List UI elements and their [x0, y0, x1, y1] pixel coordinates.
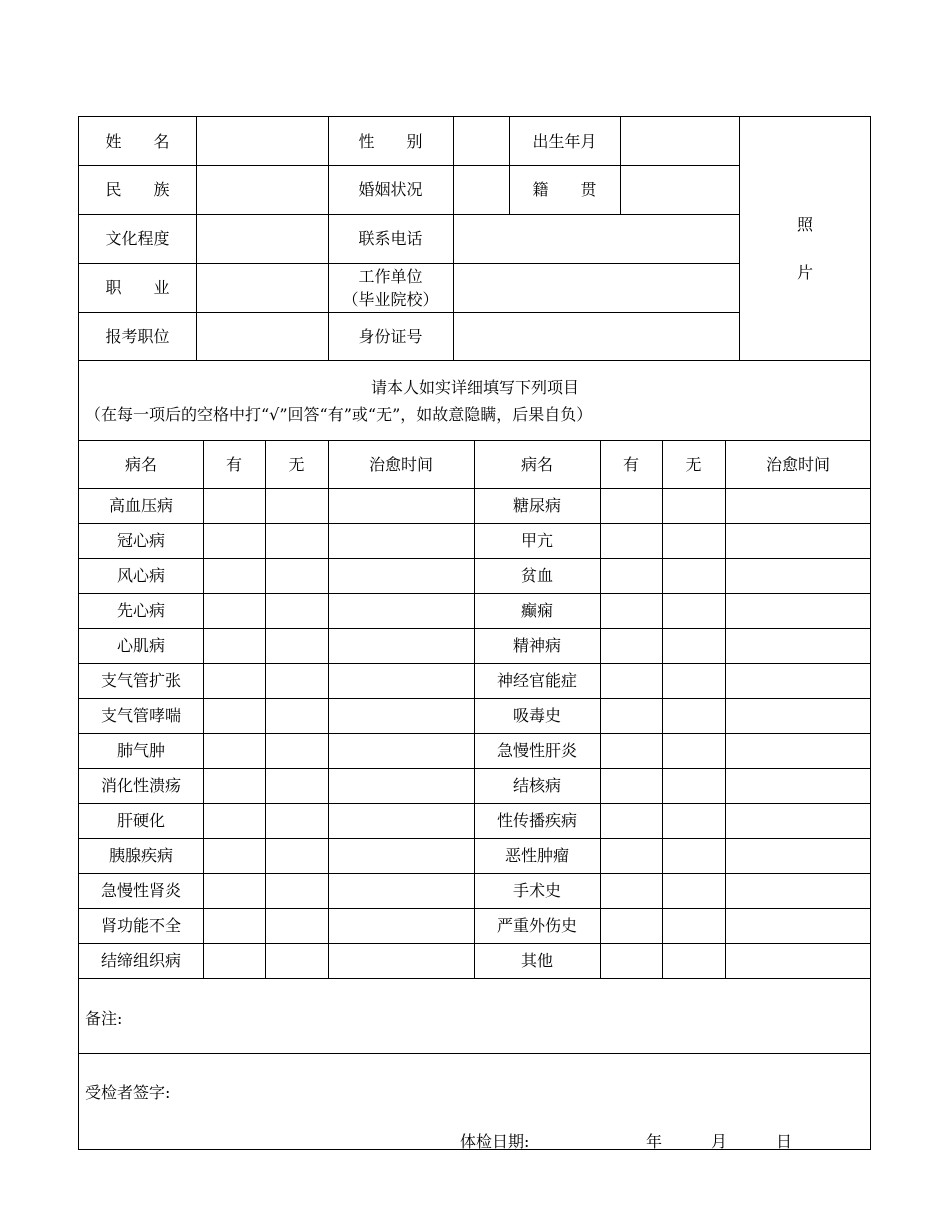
cure-time-field[interactable] [726, 664, 870, 697]
has-checkbox-cell[interactable] [601, 804, 661, 837]
has-checkbox-cell[interactable] [204, 489, 264, 522]
ethnicity-field[interactable] [197, 166, 327, 213]
none-checkbox-cell[interactable] [663, 524, 724, 557]
has-checkbox-cell[interactable] [601, 699, 661, 732]
none-checkbox-cell[interactable] [266, 944, 327, 977]
phone-label: 联系电话 [358, 229, 423, 248]
has-checkbox-cell[interactable] [601, 664, 661, 697]
has-checkbox-cell[interactable] [204, 874, 264, 907]
has-checkbox-cell[interactable] [204, 804, 264, 837]
instruction-line-1: 请本人如实详细填写下列项目 [370, 377, 579, 397]
gender-label: 性 别 [358, 131, 423, 151]
exam-day-field[interactable] [732, 1127, 774, 1153]
phone-field[interactable] [454, 215, 738, 262]
disease-name: 性传播疾病 [496, 811, 577, 830]
cure-time-field[interactable] [726, 524, 870, 557]
none-checkbox-cell[interactable] [266, 769, 327, 802]
none-checkbox-cell[interactable] [266, 489, 327, 522]
cure-time-field[interactable] [726, 839, 870, 872]
cure-time-field[interactable] [329, 804, 473, 837]
has-checkbox-cell[interactable] [601, 909, 661, 942]
disease-name: 先心病 [116, 601, 165, 620]
cure-time-field[interactable] [329, 944, 473, 977]
none-checkbox-cell[interactable] [663, 839, 724, 872]
disease-name: 急慢性肾炎 [100, 881, 181, 900]
none-checkbox-cell[interactable] [266, 909, 327, 942]
has-checkbox-cell[interactable] [601, 944, 661, 977]
disease-name: 其他 [520, 951, 553, 970]
has-checkbox-cell[interactable] [601, 524, 661, 557]
has-checkbox-cell[interactable] [204, 839, 264, 872]
remarks-label: 备注: [85, 1009, 123, 1028]
none-checkbox-cell[interactable] [266, 629, 327, 662]
none-header: 无 [685, 454, 702, 474]
disease-name: 严重外伤史 [496, 916, 577, 935]
occupation-label: 职 业 [105, 278, 170, 297]
id-number-label: 身份证号 [358, 326, 423, 346]
instruction-line-2: （在每一项后的空格中打“√”回答“有”或“无”，如故意隐瞒，后果自负） [85, 405, 593, 424]
health-declaration-form [78, 116, 871, 1150]
has-checkbox-cell[interactable] [204, 524, 264, 557]
has-checkbox-cell[interactable] [204, 909, 264, 942]
native-place-label: 籍 贯 [532, 180, 597, 199]
employer-label [328, 263, 453, 312]
disease-name: 冠心病 [116, 531, 165, 550]
cure-time-field[interactable] [329, 874, 473, 907]
cure-time-field[interactable] [329, 489, 473, 522]
gender-field[interactable] [454, 118, 508, 164]
remarks-field[interactable] [139, 987, 864, 1047]
exam-date-label: 体检日期: [460, 1132, 530, 1151]
cure-time-field[interactable] [329, 699, 473, 732]
cure-time-field[interactable] [726, 769, 870, 802]
disease-name: 心肌病 [116, 636, 165, 655]
disease-name: 支气管哮喘 [100, 706, 181, 725]
none-header: 无 [288, 454, 305, 474]
cure-time-field[interactable] [329, 594, 473, 627]
cure-time-field[interactable] [726, 909, 870, 942]
cure-time-header: 治愈时间 [765, 454, 830, 474]
disease-name-header: 病名 [124, 454, 157, 474]
cure-time-field[interactable] [329, 769, 473, 802]
month-label: 月 [711, 1132, 728, 1151]
disease-table [79, 440, 871, 980]
disease-name: 精神病 [512, 636, 561, 655]
day-label: 日 [776, 1132, 793, 1151]
divider [79, 360, 871, 361]
photo-label-2: 片 [796, 263, 813, 282]
has-checkbox-cell[interactable] [204, 734, 264, 767]
birth-date-field[interactable] [621, 118, 738, 164]
none-checkbox-cell[interactable] [663, 734, 724, 767]
cure-time-field[interactable] [329, 524, 473, 557]
cure-time-field[interactable] [726, 804, 870, 837]
disease-name: 结缔组织病 [100, 951, 181, 970]
disease-name: 结核病 [512, 776, 561, 795]
cure-time-header: 治愈时间 [368, 454, 433, 474]
disease-name: 贫血 [520, 566, 553, 585]
marital-label: 婚姻状况 [358, 180, 423, 199]
cure-time-field[interactable] [726, 559, 870, 592]
cure-time-field[interactable] [329, 629, 473, 662]
cure-time-field[interactable] [726, 944, 870, 977]
photo-box [739, 117, 871, 360]
has-checkbox-cell[interactable] [601, 769, 661, 802]
cure-time-field[interactable] [329, 909, 473, 942]
exam-month-field[interactable] [667, 1127, 709, 1153]
disease-name: 风心病 [116, 566, 165, 585]
none-checkbox-cell[interactable] [266, 524, 327, 557]
has-checkbox-cell[interactable] [601, 489, 661, 522]
none-checkbox-cell[interactable] [663, 699, 724, 732]
cure-time-field[interactable] [726, 699, 870, 732]
name-field[interactable] [197, 118, 327, 164]
disease-name: 恶性肿瘤 [504, 846, 569, 865]
disease-name: 急慢性肝炎 [496, 741, 577, 760]
position-label: 报考职位 [105, 326, 170, 346]
none-checkbox-cell[interactable] [663, 874, 724, 907]
occupation-field[interactable] [197, 264, 327, 311]
has-checkbox-cell[interactable] [204, 629, 264, 662]
has-checkbox-cell[interactable] [204, 769, 264, 802]
name-label: 姓 名 [105, 131, 170, 151]
none-checkbox-cell[interactable] [266, 804, 327, 837]
cure-time-field[interactable] [726, 489, 870, 522]
employer-label-line2: （毕业院校） [342, 289, 439, 309]
none-checkbox-cell[interactable] [266, 594, 327, 627]
divider [79, 1053, 871, 1054]
has-checkbox-cell[interactable] [204, 944, 264, 977]
disease-name: 肝硬化 [116, 811, 165, 830]
cure-time-field[interactable] [329, 664, 473, 697]
disease-name: 糖尿病 [512, 496, 561, 515]
id-number-field[interactable] [454, 313, 738, 359]
native-place-field[interactable] [621, 166, 738, 213]
disease-name: 消化性溃疡 [100, 776, 181, 795]
signature-field[interactable] [189, 1075, 519, 1109]
none-checkbox-cell[interactable] [663, 944, 724, 977]
cure-time-field[interactable] [726, 629, 870, 662]
has-checkbox-cell[interactable] [601, 839, 661, 872]
year-label: 年 [646, 1132, 663, 1151]
disease-name-header: 病名 [520, 454, 553, 474]
none-checkbox-cell[interactable] [663, 804, 724, 837]
none-checkbox-cell[interactable] [663, 594, 724, 627]
disease-name: 高血压病 [108, 496, 173, 515]
disease-name: 手术史 [512, 881, 561, 900]
disease-name: 神经官能症 [496, 671, 577, 690]
disease-name: 支气管扩张 [100, 671, 181, 690]
has-checkbox-cell[interactable] [204, 594, 264, 627]
none-checkbox-cell[interactable] [663, 559, 724, 592]
none-checkbox-cell[interactable] [663, 909, 724, 942]
none-checkbox-cell[interactable] [266, 559, 327, 592]
has-checkbox-cell[interactable] [601, 874, 661, 907]
birth-label: 出生年月 [532, 131, 597, 151]
has-header: 有 [225, 454, 242, 474]
marital-status-field[interactable] [454, 166, 508, 213]
cure-time-field[interactable] [726, 594, 870, 627]
education-field[interactable] [197, 215, 327, 262]
cure-time-field[interactable] [726, 734, 870, 767]
has-checkbox-cell[interactable] [601, 559, 661, 592]
none-checkbox-cell[interactable] [266, 874, 327, 907]
has-checkbox-cell[interactable] [601, 629, 661, 662]
ethnicity-label: 民 族 [105, 180, 170, 199]
none-checkbox-cell[interactable] [266, 664, 327, 697]
none-checkbox-cell[interactable] [266, 699, 327, 732]
none-checkbox-cell[interactable] [663, 489, 724, 522]
none-checkbox-cell[interactable] [663, 664, 724, 697]
none-checkbox-cell[interactable] [266, 839, 327, 872]
has-checkbox-cell[interactable] [601, 594, 661, 627]
none-checkbox-cell[interactable] [663, 769, 724, 802]
disease-name: 甲亢 [520, 531, 553, 550]
divider [79, 978, 871, 979]
employer-label-line1: 工作单位 [358, 266, 423, 286]
has-checkbox-cell[interactable] [204, 664, 264, 697]
disease-name: 癫痫 [520, 601, 553, 620]
has-header: 有 [622, 454, 639, 474]
has-checkbox-cell[interactable] [204, 559, 264, 592]
exam-year-field[interactable] [541, 1127, 641, 1153]
cure-time-field[interactable] [329, 559, 473, 592]
none-checkbox-cell[interactable] [266, 734, 327, 767]
has-checkbox-cell[interactable] [601, 734, 661, 767]
education-label: 文化程度 [105, 229, 170, 248]
disease-name: 胰腺疾病 [108, 846, 173, 865]
cure-time-field[interactable] [329, 839, 473, 872]
cure-time-field[interactable] [726, 874, 870, 907]
disease-name: 肺气肿 [116, 741, 165, 760]
photo-label-1: 照 [796, 215, 813, 234]
disease-name: 吸毒史 [512, 706, 561, 725]
has-checkbox-cell[interactable] [204, 699, 264, 732]
none-checkbox-cell[interactable] [663, 629, 724, 662]
disease-name: 肾功能不全 [100, 916, 181, 935]
signature-label: 受检者签字: [85, 1083, 171, 1102]
position-field[interactable] [197, 313, 327, 359]
employer-field[interactable] [454, 264, 738, 311]
cure-time-field[interactable] [329, 734, 473, 767]
